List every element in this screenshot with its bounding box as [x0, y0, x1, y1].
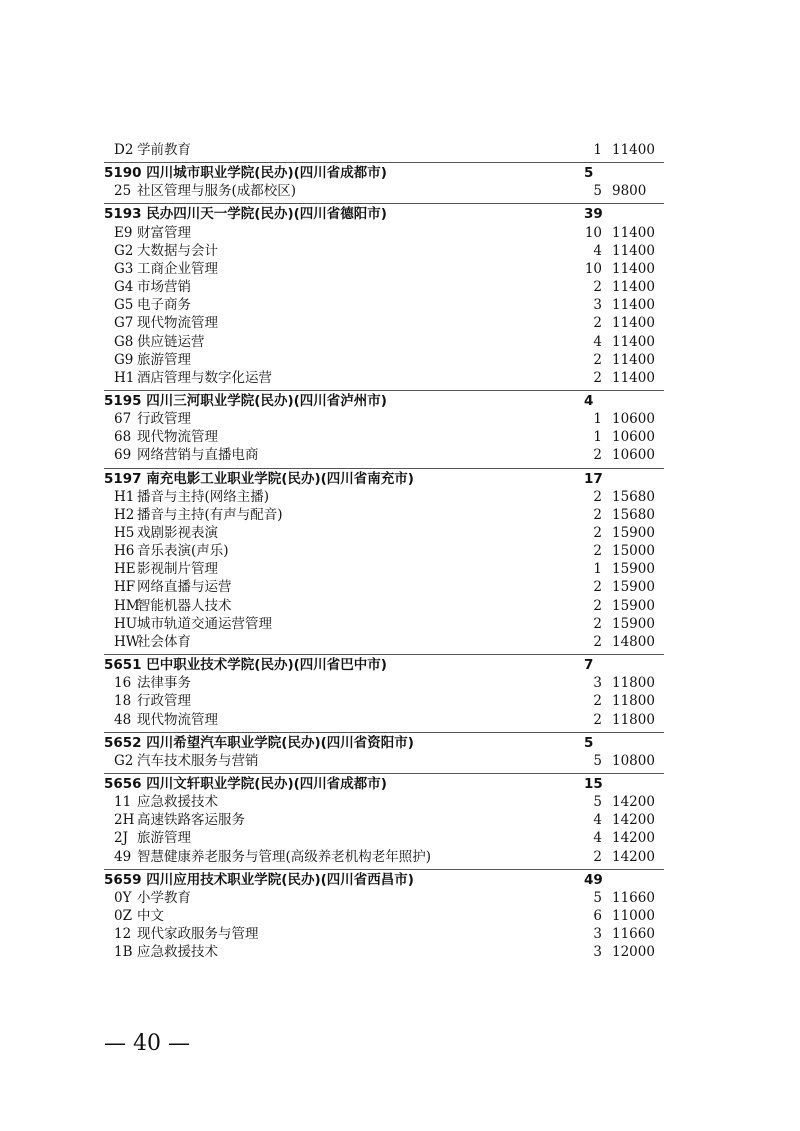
- major-tuition: 14200: [612, 848, 655, 865]
- major-code: 25: [114, 183, 132, 200]
- major-code: 12: [114, 926, 132, 943]
- major-quota: 1: [593, 411, 602, 428]
- major-name: 应急救援技术: [137, 794, 218, 811]
- section-divider: [104, 162, 664, 163]
- major-code: 69: [114, 447, 132, 464]
- major-code: G4: [114, 279, 134, 296]
- major-row: [104, 224, 664, 242]
- major-code: H5: [114, 525, 135, 541]
- major-name: 现代物流管理: [137, 711, 218, 728]
- major-code: 48: [114, 711, 132, 728]
- major-tuition: 15900: [612, 597, 655, 614]
- school-title: 5651 巴中职业技术学院(民办)(四川省巴中市): [104, 657, 387, 674]
- major-quota: 6: [593, 908, 602, 924]
- major-row: [104, 907, 664, 925]
- major-row: [104, 752, 664, 770]
- school-title: 5190 四川城市职业学院(民办)(四川省成都市): [104, 165, 387, 182]
- major-row: [104, 848, 664, 866]
- major-code: 1B: [114, 944, 133, 961]
- major-name: 播音与主持(网络主播): [137, 488, 270, 505]
- major-tuition: 11660: [612, 926, 655, 943]
- major-quota: 1: [593, 142, 602, 158]
- major-quota: 2: [593, 633, 602, 650]
- major-row: [104, 333, 664, 351]
- major-code: HE: [114, 561, 136, 578]
- major-tuition: 9800: [612, 183, 647, 200]
- school-title: 5197 南充电影工业职业学院(民办)(四川省南充市): [104, 470, 414, 487]
- major-code: 2J: [114, 830, 129, 847]
- major-row: [104, 446, 664, 464]
- major-row: [104, 829, 664, 847]
- school-quota: 5: [584, 165, 594, 182]
- major-tuition: 14200: [612, 830, 655, 847]
- major-name: 行政管理: [137, 411, 191, 428]
- major-row: [104, 889, 664, 907]
- school-title: 5659 四川应用技术职业学院(民办)(四川省西昌市): [104, 871, 414, 888]
- school-title: 5656 四川文轩职业学院(民办)(四川省成都市): [104, 775, 387, 792]
- major-name: 旅游管理: [137, 830, 191, 847]
- major-row: [104, 278, 664, 296]
- major-quota: 2: [593, 506, 602, 523]
- major-code: G9: [114, 351, 134, 368]
- major-code: H2: [114, 506, 135, 523]
- major-quota: 2: [593, 488, 602, 505]
- major-tuition: 10800: [612, 752, 655, 769]
- major-quota: 4: [593, 830, 602, 847]
- major-row: [104, 560, 664, 578]
- major-tuition: 11000: [612, 908, 655, 924]
- major-code: 2H: [114, 812, 135, 829]
- major-row: [104, 351, 664, 369]
- section-divider: [104, 732, 664, 733]
- school-quota: 39: [584, 206, 603, 223]
- major-tuition: 10600: [612, 429, 655, 446]
- school-quota: 4: [584, 392, 594, 409]
- major-name: 网络直播与运营: [137, 579, 232, 596]
- major-tuition: 11400: [612, 224, 655, 241]
- major-row: [104, 793, 664, 811]
- major-name: 播音与主持(有声与配音): [137, 506, 283, 523]
- major-name: 网络营销与直播电商: [137, 447, 259, 464]
- major-row: [104, 242, 664, 260]
- major-row: [104, 141, 664, 159]
- major-name: 供应链运营: [137, 333, 205, 350]
- school-row: [104, 775, 664, 793]
- major-code: HU: [114, 615, 138, 632]
- section-divider: [104, 203, 664, 204]
- school-row: [104, 871, 664, 889]
- major-name: 城市轨道交通运营管理: [137, 615, 272, 632]
- major-tuition: 11400: [612, 142, 655, 158]
- major-quota: 2: [593, 615, 602, 632]
- major-code: 11: [114, 794, 132, 811]
- major-quota: 2: [593, 447, 602, 464]
- major-quota: 2: [593, 279, 602, 296]
- major-name: 法律事务: [137, 675, 191, 692]
- section-divider: [104, 773, 664, 774]
- major-name: 应急救援技术: [137, 944, 218, 961]
- major-tuition: 15900: [612, 561, 655, 578]
- major-tuition: 11400: [612, 315, 655, 332]
- major-code: G2: [114, 752, 134, 769]
- major-name: 高速铁路客运服务: [137, 812, 245, 829]
- major-code: G2: [114, 242, 134, 259]
- section-divider: [104, 390, 664, 391]
- major-tuition: 15680: [612, 506, 655, 523]
- major-tuition: 11800: [612, 675, 655, 692]
- school-row: [104, 470, 664, 488]
- school-row: [104, 392, 664, 410]
- major-name: 现代物流管理: [137, 429, 218, 446]
- major-quota: 5: [593, 183, 602, 200]
- major-quota: 2: [593, 597, 602, 614]
- major-row: [104, 943, 664, 961]
- major-name: 财富管理: [137, 224, 191, 241]
- school-row: [104, 734, 664, 752]
- section-divider: [104, 869, 664, 870]
- major-code: 49: [114, 848, 132, 865]
- major-name: 音乐表演(声乐): [137, 543, 229, 560]
- major-tuition: 11400: [612, 279, 655, 296]
- major-row: [104, 597, 664, 615]
- major-quota: 4: [593, 242, 602, 259]
- major-tuition: 14800: [612, 633, 655, 650]
- major-row: [104, 314, 664, 332]
- major-tuition: 10600: [612, 447, 655, 464]
- major-quota: 3: [593, 675, 602, 692]
- major-tuition: 11400: [612, 297, 655, 314]
- major-tuition: 15900: [612, 615, 655, 632]
- major-name: 社区管理与服务(成都校区): [137, 183, 297, 200]
- major-name: 行政管理: [137, 693, 191, 710]
- major-quota: 2: [593, 579, 602, 596]
- major-tuition: 15900: [612, 525, 655, 541]
- school-quota: 5: [584, 734, 594, 751]
- major-row: [104, 410, 664, 428]
- major-quota: 1: [593, 561, 602, 578]
- major-name: 影视制片管理: [137, 561, 218, 578]
- major-quota: 3: [593, 297, 602, 314]
- major-quota: 2: [593, 315, 602, 332]
- major-quota: 2: [593, 351, 602, 368]
- major-code: 18: [114, 693, 132, 710]
- major-row: [104, 506, 664, 524]
- school-row: [104, 164, 664, 182]
- section-divider: [104, 654, 664, 655]
- major-code: H1: [114, 369, 135, 386]
- major-name: 戏剧影视表演: [137, 525, 218, 541]
- major-name: 现代物流管理: [137, 315, 218, 332]
- major-name: 电子商务: [137, 297, 191, 314]
- major-tuition: 11800: [612, 711, 655, 728]
- major-name: 市场营销: [137, 279, 191, 296]
- major-code: E9: [114, 224, 133, 241]
- major-row: [104, 692, 664, 710]
- major-name: 智慧健康养老服务与管理(高级养老机构老年照护): [137, 848, 432, 865]
- major-row: [104, 674, 664, 692]
- major-row: [104, 182, 664, 200]
- major-code: HF: [114, 579, 136, 596]
- major-code: D2: [114, 142, 134, 158]
- major-code: H1: [114, 488, 135, 505]
- major-row: [104, 633, 664, 651]
- school-quota: 49: [584, 871, 603, 888]
- school-quota: 15: [584, 775, 603, 792]
- major-tuition: 11400: [612, 260, 655, 277]
- major-code: G7: [114, 315, 134, 332]
- school-row: [104, 656, 664, 674]
- major-name: 旅游管理: [137, 351, 191, 368]
- major-code: G5: [114, 297, 134, 314]
- major-code: 0Y: [114, 889, 132, 906]
- major-quota: 2: [593, 848, 602, 865]
- major-quota: 2: [593, 711, 602, 728]
- major-quota: 2: [593, 525, 602, 541]
- major-name: 工商企业管理: [137, 260, 218, 277]
- major-code: HW: [114, 633, 140, 650]
- major-tuition: 10600: [612, 411, 655, 428]
- major-row: [104, 369, 664, 387]
- major-quota: 3: [593, 926, 602, 943]
- major-tuition: 14200: [612, 794, 655, 811]
- major-row: [104, 488, 664, 506]
- major-name: 学前教育: [137, 142, 191, 158]
- school-quota: 7: [584, 657, 594, 674]
- major-tuition: 11400: [612, 242, 655, 259]
- major-quota: 3: [593, 944, 602, 961]
- page-number: — 40 —: [104, 1031, 190, 1056]
- major-code: H6: [114, 543, 135, 560]
- major-name: 智能机器人技术: [137, 597, 232, 614]
- major-name: 社会体育: [137, 633, 191, 650]
- major-tuition: 11400: [612, 333, 655, 350]
- major-quota: 5: [593, 752, 602, 769]
- major-tuition: 15680: [612, 488, 655, 505]
- major-quota: 10: [584, 224, 602, 241]
- major-row: [104, 615, 664, 633]
- major-code: G8: [114, 333, 134, 350]
- major-row: [104, 925, 664, 943]
- school-row: [104, 205, 664, 223]
- major-row: [104, 260, 664, 278]
- school-title: 5193 民办四川天一学院(民办)(四川省德阳市): [104, 206, 387, 223]
- major-quota: 4: [593, 812, 602, 829]
- major-quota: 2: [593, 693, 602, 710]
- major-tuition: 11400: [612, 369, 655, 386]
- major-code: HM: [114, 597, 140, 614]
- major-name: 现代家政服务与管理: [137, 926, 259, 943]
- major-quota: 1: [593, 429, 602, 446]
- major-code: G3: [114, 260, 134, 277]
- school-quota: 17: [584, 470, 603, 487]
- major-tuition: 14200: [612, 812, 655, 829]
- major-tuition: 11660: [612, 889, 655, 906]
- major-row: [104, 811, 664, 829]
- major-tuition: 11400: [612, 351, 655, 368]
- school-title: 5652 四川希望汽车职业学院(民办)(四川省资阳市): [104, 734, 414, 751]
- major-row: [104, 428, 664, 446]
- major-name: 汽车技术服务与营销: [137, 752, 259, 769]
- major-tuition: 15900: [612, 579, 655, 596]
- major-quota: 5: [593, 794, 602, 811]
- major-quota: 5: [593, 889, 602, 906]
- school-title: 5195 四川三河职业学院(民办)(四川省泸州市): [104, 392, 387, 409]
- major-row: [104, 542, 664, 560]
- major-row: [104, 296, 664, 314]
- major-quota: 2: [593, 369, 602, 386]
- major-row: [104, 711, 664, 729]
- major-code: 0Z: [114, 908, 132, 924]
- major-name: 中文: [137, 908, 164, 924]
- major-quota: 2: [593, 543, 602, 560]
- major-row: [104, 524, 664, 542]
- major-code: 68: [114, 429, 132, 446]
- major-code: 67: [114, 411, 132, 428]
- major-tuition: 11800: [612, 693, 655, 710]
- major-name: 小学教育: [137, 889, 191, 906]
- major-row: [104, 578, 664, 596]
- major-name: 酒店管理与数字化运营: [137, 369, 272, 386]
- major-tuition: 15000: [612, 543, 655, 560]
- major-quota: 4: [593, 333, 602, 350]
- major-tuition: 12000: [612, 944, 655, 961]
- major-quota: 10: [584, 260, 602, 277]
- major-code: 16: [114, 675, 132, 692]
- major-name: 大数据与会计: [137, 242, 218, 259]
- section-divider: [104, 468, 664, 469]
